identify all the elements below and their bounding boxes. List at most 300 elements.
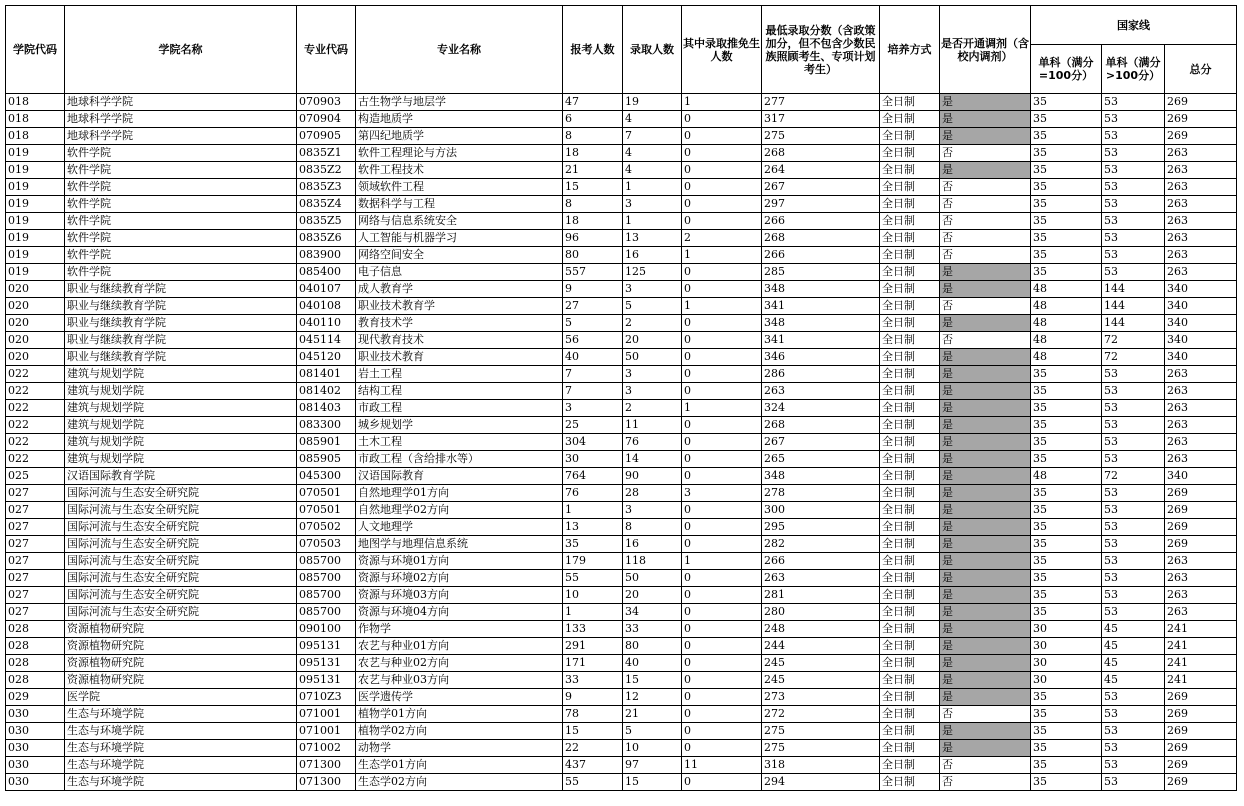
- cell-major-code: 085901: [297, 434, 356, 451]
- cell-min-score: 248: [762, 621, 880, 638]
- cell-school-name: 地球科学学院: [65, 128, 297, 145]
- cell-study-mode: 全日制: [880, 400, 940, 417]
- cell-adjustment: 是: [940, 264, 1031, 281]
- cell-total: 340: [1165, 281, 1237, 298]
- cell-single-over100: 53: [1102, 162, 1165, 179]
- cell-min-score: 348: [762, 468, 880, 485]
- cell-total: 269: [1165, 502, 1237, 519]
- cell-single-100: 35: [1031, 689, 1102, 706]
- cell-school-code: 029: [6, 689, 65, 706]
- cell-study-mode: 全日制: [880, 145, 940, 162]
- cell-adjustment: 否: [940, 706, 1031, 723]
- cell-major-name: 网络空间安全: [356, 247, 563, 264]
- cell-study-mode: 全日制: [880, 349, 940, 366]
- cell-total: 340: [1165, 298, 1237, 315]
- cell-single-over100: 53: [1102, 570, 1165, 587]
- cell-single-100: 35: [1031, 587, 1102, 604]
- cell-major-name: 植物学01方向: [356, 706, 563, 723]
- cell-admitted: 4: [623, 162, 682, 179]
- table-row: [6, 281, 1237, 298]
- cell-single-over100: 53: [1102, 723, 1165, 740]
- table-row: [6, 94, 1237, 111]
- cell-applicants: 133: [563, 621, 623, 638]
- cell-major-code: 0835Z1: [297, 145, 356, 162]
- cell-applicants: 437: [563, 757, 623, 774]
- cell-applicants: 27: [563, 298, 623, 315]
- header-major-name: 专业名称: [356, 6, 563, 94]
- cell-min-score: 300: [762, 502, 880, 519]
- cell-single-100: 48: [1031, 349, 1102, 366]
- cell-total: 269: [1165, 774, 1237, 791]
- cell-applicants: 15: [563, 723, 623, 740]
- cell-school-name: 生态与环境学院: [65, 774, 297, 791]
- cell-adjustment: 是: [940, 604, 1031, 621]
- cell-single-over100: 144: [1102, 298, 1165, 315]
- cell-admitted: 97: [623, 757, 682, 774]
- cell-school-code: 030: [6, 706, 65, 723]
- cell-major-code: 081402: [297, 383, 356, 400]
- header-study-mode: 培养方式: [880, 6, 940, 94]
- header-major-code: 专业代码: [297, 6, 356, 94]
- cell-applicants: 40: [563, 349, 623, 366]
- cell-major-code: 085700: [297, 570, 356, 587]
- header-single-over100: 单科（满分>100分）: [1102, 45, 1165, 94]
- cell-study-mode: 全日制: [880, 264, 940, 281]
- cell-school-name: 建筑与规划学院: [65, 366, 297, 383]
- cell-major-name: 作物学: [356, 621, 563, 638]
- table-row: [6, 213, 1237, 230]
- cell-min-score: 267: [762, 179, 880, 196]
- cell-admitted: 33: [623, 621, 682, 638]
- cell-admitted: 21: [623, 706, 682, 723]
- cell-study-mode: 全日制: [880, 451, 940, 468]
- cell-school-code: 027: [6, 604, 65, 621]
- cell-major-code: 040110: [297, 315, 356, 332]
- cell-single-over100: 53: [1102, 145, 1165, 162]
- cell-admitted: 1: [623, 179, 682, 196]
- cell-exempt: 0: [682, 570, 762, 587]
- cell-major-name: 资源与环境03方向: [356, 587, 563, 604]
- cell-adjustment: 是: [940, 519, 1031, 536]
- cell-applicants: 55: [563, 774, 623, 791]
- cell-school-name: 资源植物研究院: [65, 638, 297, 655]
- cell-school-code: 020: [6, 315, 65, 332]
- cell-major-code: 083900: [297, 247, 356, 264]
- cell-applicants: 13: [563, 519, 623, 536]
- cell-adjustment: 是: [940, 349, 1031, 366]
- cell-applicants: 5: [563, 315, 623, 332]
- cell-adjustment: 是: [940, 451, 1031, 468]
- table-row: [6, 468, 1237, 485]
- cell-school-name: 国际河流与生态安全研究院: [65, 604, 297, 621]
- cell-exempt: 0: [682, 179, 762, 196]
- cell-min-score: 245: [762, 672, 880, 689]
- cell-applicants: 3: [563, 400, 623, 417]
- cell-exempt: 0: [682, 349, 762, 366]
- cell-adjustment: 是: [940, 485, 1031, 502]
- cell-adjustment: 是: [940, 621, 1031, 638]
- cell-min-score: 280: [762, 604, 880, 621]
- cell-total: 263: [1165, 162, 1237, 179]
- cell-applicants: 25: [563, 417, 623, 434]
- cell-study-mode: 全日制: [880, 672, 940, 689]
- table-row: [6, 689, 1237, 706]
- cell-applicants: 9: [563, 281, 623, 298]
- cell-single-over100: 53: [1102, 740, 1165, 757]
- cell-total: 241: [1165, 655, 1237, 672]
- cell-school-code: 027: [6, 536, 65, 553]
- cell-major-code: 085400: [297, 264, 356, 281]
- cell-single-over100: 72: [1102, 332, 1165, 349]
- cell-single-100: 35: [1031, 757, 1102, 774]
- cell-school-code: 022: [6, 417, 65, 434]
- cell-min-score: 268: [762, 230, 880, 247]
- cell-major-code: 045300: [297, 468, 356, 485]
- cell-single-100: 35: [1031, 196, 1102, 213]
- cell-major-name: 动物学: [356, 740, 563, 757]
- cell-single-over100: 53: [1102, 94, 1165, 111]
- cell-min-score: 346: [762, 349, 880, 366]
- cell-adjustment: 否: [940, 332, 1031, 349]
- header-exempt: 其中录取推免生人数: [682, 6, 762, 94]
- cell-total: 269: [1165, 740, 1237, 757]
- cell-study-mode: 全日制: [880, 366, 940, 383]
- table-row: [6, 570, 1237, 587]
- cell-major-name: 资源与环境04方向: [356, 604, 563, 621]
- cell-total: 263: [1165, 570, 1237, 587]
- cell-major-name: 古生物学与地层学: [356, 94, 563, 111]
- cell-total: 263: [1165, 383, 1237, 400]
- cell-major-code: 070904: [297, 111, 356, 128]
- cell-major-name: 构造地质学: [356, 111, 563, 128]
- cell-single-over100: 53: [1102, 128, 1165, 145]
- cell-admitted: 3: [623, 502, 682, 519]
- cell-school-code: 025: [6, 468, 65, 485]
- cell-study-mode: 全日制: [880, 570, 940, 587]
- cell-exempt: 1: [682, 553, 762, 570]
- cell-single-over100: 45: [1102, 621, 1165, 638]
- cell-school-name: 软件学院: [65, 179, 297, 196]
- cell-major-name: 现代教育技术: [356, 332, 563, 349]
- cell-school-code: 028: [6, 655, 65, 672]
- cell-single-over100: 53: [1102, 434, 1165, 451]
- cell-exempt: 3: [682, 485, 762, 502]
- cell-exempt: 0: [682, 383, 762, 400]
- cell-exempt: 1: [682, 400, 762, 417]
- table-row: [6, 145, 1237, 162]
- cell-single-over100: 53: [1102, 536, 1165, 553]
- cell-min-score: 341: [762, 298, 880, 315]
- cell-major-name: 生态学01方向: [356, 757, 563, 774]
- cell-school-name: 医学院: [65, 689, 297, 706]
- cell-total: 263: [1165, 196, 1237, 213]
- cell-major-name: 第四纪地质学: [356, 128, 563, 145]
- cell-study-mode: 全日制: [880, 128, 940, 145]
- cell-major-code: 071300: [297, 774, 356, 791]
- table-header: [6, 6, 1237, 94]
- cell-admitted: 19: [623, 94, 682, 111]
- cell-major-code: 081403: [297, 400, 356, 417]
- cell-school-code: 022: [6, 451, 65, 468]
- cell-single-over100: 53: [1102, 451, 1165, 468]
- table-row: [6, 655, 1237, 672]
- cell-adjustment: 否: [940, 757, 1031, 774]
- cell-total: 263: [1165, 230, 1237, 247]
- cell-single-over100: 53: [1102, 689, 1165, 706]
- cell-applicants: 8: [563, 128, 623, 145]
- cell-total: 269: [1165, 706, 1237, 723]
- cell-applicants: 80: [563, 247, 623, 264]
- cell-major-code: 071002: [297, 740, 356, 757]
- cell-exempt: 0: [682, 196, 762, 213]
- cell-major-code: 0710Z3: [297, 689, 356, 706]
- cell-single-100: 35: [1031, 366, 1102, 383]
- cell-total: 263: [1165, 179, 1237, 196]
- cell-major-name: 土木工程: [356, 434, 563, 451]
- cell-major-code: 090100: [297, 621, 356, 638]
- cell-applicants: 22: [563, 740, 623, 757]
- cell-applicants: 78: [563, 706, 623, 723]
- cell-total: 263: [1165, 145, 1237, 162]
- cell-study-mode: 全日制: [880, 417, 940, 434]
- cell-school-name: 国际河流与生态安全研究院: [65, 570, 297, 587]
- cell-single-100: 35: [1031, 502, 1102, 519]
- cell-single-100: 30: [1031, 638, 1102, 655]
- cell-study-mode: 全日制: [880, 689, 940, 706]
- cell-major-name: 自然地理学01方向: [356, 485, 563, 502]
- cell-single-100: 35: [1031, 706, 1102, 723]
- cell-exempt: 0: [682, 502, 762, 519]
- cell-adjustment: 是: [940, 502, 1031, 519]
- cell-single-over100: 53: [1102, 706, 1165, 723]
- cell-study-mode: 全日制: [880, 162, 940, 179]
- cell-major-code: 083300: [297, 417, 356, 434]
- cell-total: 263: [1165, 247, 1237, 264]
- cell-single-100: 35: [1031, 145, 1102, 162]
- cell-study-mode: 全日制: [880, 485, 940, 502]
- cell-major-name: 岩土工程: [356, 366, 563, 383]
- cell-school-code: 027: [6, 502, 65, 519]
- cell-min-score: 341: [762, 332, 880, 349]
- cell-single-over100: 53: [1102, 774, 1165, 791]
- cell-school-name: 地球科学学院: [65, 94, 297, 111]
- cell-adjustment: 是: [940, 417, 1031, 434]
- cell-min-score: 324: [762, 400, 880, 417]
- cell-school-code: 018: [6, 94, 65, 111]
- cell-school-name: 职业与继续教育学院: [65, 349, 297, 366]
- cell-adjustment: 是: [940, 536, 1031, 553]
- cell-single-over100: 53: [1102, 417, 1165, 434]
- cell-exempt: 0: [682, 468, 762, 485]
- cell-single-100: 30: [1031, 621, 1102, 638]
- cell-total: 263: [1165, 400, 1237, 417]
- cell-school-code: 022: [6, 366, 65, 383]
- cell-admitted: 1: [623, 213, 682, 230]
- table-row: [6, 740, 1237, 757]
- cell-major-name: 结构工程: [356, 383, 563, 400]
- cell-adjustment: 是: [940, 553, 1031, 570]
- cell-admitted: 118: [623, 553, 682, 570]
- cell-single-100: 35: [1031, 740, 1102, 757]
- cell-total: 263: [1165, 553, 1237, 570]
- cell-applicants: 56: [563, 332, 623, 349]
- cell-study-mode: 全日制: [880, 196, 940, 213]
- cell-school-name: 生态与环境学院: [65, 706, 297, 723]
- cell-major-name: 人文地理学: [356, 519, 563, 536]
- cell-major-code: 045120: [297, 349, 356, 366]
- cell-major-name: 市政工程（含给排水等）: [356, 451, 563, 468]
- table-row: [6, 349, 1237, 366]
- cell-school-code: 028: [6, 621, 65, 638]
- cell-adjustment: 是: [940, 655, 1031, 672]
- cell-major-name: 农艺与种业02方向: [356, 655, 563, 672]
- table-row: [6, 162, 1237, 179]
- cell-applicants: 35: [563, 536, 623, 553]
- cell-school-code: 030: [6, 757, 65, 774]
- cell-school-code: 019: [6, 213, 65, 230]
- table-row: [6, 315, 1237, 332]
- cell-school-name: 职业与继续教育学院: [65, 315, 297, 332]
- cell-study-mode: 全日制: [880, 587, 940, 604]
- cell-single-over100: 45: [1102, 655, 1165, 672]
- cell-school-name: 国际河流与生态安全研究院: [65, 502, 297, 519]
- cell-applicants: 9: [563, 689, 623, 706]
- cell-applicants: 30: [563, 451, 623, 468]
- cell-school-code: 020: [6, 349, 65, 366]
- cell-major-name: 汉语国际教育: [356, 468, 563, 485]
- cell-major-code: 071001: [297, 723, 356, 740]
- cell-major-name: 数据科学与工程: [356, 196, 563, 213]
- cell-adjustment: 是: [940, 672, 1031, 689]
- table-row: [6, 400, 1237, 417]
- cell-single-100: 30: [1031, 655, 1102, 672]
- cell-single-100: 48: [1031, 332, 1102, 349]
- cell-study-mode: 全日制: [880, 298, 940, 315]
- cell-total: 241: [1165, 621, 1237, 638]
- cell-applicants: 1: [563, 604, 623, 621]
- cell-school-name: 地球科学学院: [65, 111, 297, 128]
- cell-school-name: 软件学院: [65, 196, 297, 213]
- cell-single-over100: 53: [1102, 247, 1165, 264]
- table-row: [6, 485, 1237, 502]
- cell-min-score: 273: [762, 689, 880, 706]
- cell-min-score: 297: [762, 196, 880, 213]
- cell-school-name: 职业与继续教育学院: [65, 281, 297, 298]
- cell-admitted: 5: [623, 723, 682, 740]
- cell-adjustment: 是: [940, 468, 1031, 485]
- cell-total: 263: [1165, 434, 1237, 451]
- cell-adjustment: 是: [940, 366, 1031, 383]
- cell-major-code: 085905: [297, 451, 356, 468]
- cell-exempt: 0: [682, 451, 762, 468]
- cell-major-name: 资源与环境01方向: [356, 553, 563, 570]
- table-row: [6, 672, 1237, 689]
- cell-major-name: 网络与信息系统安全: [356, 213, 563, 230]
- cell-school-name: 资源植物研究院: [65, 672, 297, 689]
- cell-school-name: 软件学院: [65, 230, 297, 247]
- cell-applicants: 764: [563, 468, 623, 485]
- cell-single-over100: 72: [1102, 468, 1165, 485]
- cell-major-name: 生态学02方向: [356, 774, 563, 791]
- cell-adjustment: 是: [940, 111, 1031, 128]
- cell-total: 263: [1165, 213, 1237, 230]
- cell-single-100: 35: [1031, 774, 1102, 791]
- cell-total: 340: [1165, 468, 1237, 485]
- cell-exempt: 0: [682, 145, 762, 162]
- cell-single-over100: 144: [1102, 315, 1165, 332]
- cell-min-score: 275: [762, 723, 880, 740]
- cell-single-100: 48: [1031, 315, 1102, 332]
- cell-total: 340: [1165, 315, 1237, 332]
- cell-major-name: 职业技术教育学: [356, 298, 563, 315]
- cell-major-code: 095131: [297, 638, 356, 655]
- cell-admitted: 13: [623, 230, 682, 247]
- cell-total: 269: [1165, 536, 1237, 553]
- table-row: [6, 247, 1237, 264]
- cell-single-100: 35: [1031, 536, 1102, 553]
- cell-admitted: 90: [623, 468, 682, 485]
- cell-adjustment: 是: [940, 383, 1031, 400]
- table-row: [6, 519, 1237, 536]
- cell-admitted: 40: [623, 655, 682, 672]
- cell-applicants: 6: [563, 111, 623, 128]
- cell-school-name: 软件学院: [65, 162, 297, 179]
- cell-school-code: 018: [6, 128, 65, 145]
- cell-min-score: 266: [762, 213, 880, 230]
- cell-major-code: 0835Z6: [297, 230, 356, 247]
- cell-single-100: 35: [1031, 417, 1102, 434]
- cell-adjustment: 否: [940, 298, 1031, 315]
- cell-school-code: 030: [6, 774, 65, 791]
- cell-exempt: 0: [682, 162, 762, 179]
- table-row: [6, 621, 1237, 638]
- table-row: [6, 774, 1237, 791]
- cell-single-100: 35: [1031, 485, 1102, 502]
- cell-exempt: 2: [682, 230, 762, 247]
- cell-study-mode: 全日制: [880, 179, 940, 196]
- cell-min-score: 268: [762, 417, 880, 434]
- cell-major-name: 农艺与种业01方向: [356, 638, 563, 655]
- cell-total: 241: [1165, 638, 1237, 655]
- cell-single-over100: 53: [1102, 485, 1165, 502]
- cell-admitted: 7: [623, 128, 682, 145]
- cell-applicants: 15: [563, 179, 623, 196]
- cell-school-name: 软件学院: [65, 247, 297, 264]
- cell-major-name: 教育技术学: [356, 315, 563, 332]
- cell-admitted: 2: [623, 315, 682, 332]
- cell-major-code: 070503: [297, 536, 356, 553]
- header-applicants: 报考人数: [563, 6, 623, 94]
- cell-study-mode: 全日制: [880, 519, 940, 536]
- cell-major-name: 市政工程: [356, 400, 563, 417]
- cell-single-over100: 53: [1102, 213, 1165, 230]
- cell-total: 269: [1165, 485, 1237, 502]
- cell-exempt: 0: [682, 604, 762, 621]
- cell-admitted: 15: [623, 672, 682, 689]
- cell-major-name: 领域软件工程: [356, 179, 563, 196]
- cell-single-100: 35: [1031, 230, 1102, 247]
- cell-admitted: 4: [623, 111, 682, 128]
- table-row: [6, 383, 1237, 400]
- cell-single-100: 48: [1031, 468, 1102, 485]
- cell-single-100: 48: [1031, 281, 1102, 298]
- table-row: [6, 298, 1237, 315]
- cell-min-score: 244: [762, 638, 880, 655]
- cell-major-code: 085700: [297, 604, 356, 621]
- cell-single-over100: 53: [1102, 553, 1165, 570]
- header-adjustment: 是否开通调剂（含校内调剂）: [940, 6, 1031, 94]
- cell-major-code: 095131: [297, 672, 356, 689]
